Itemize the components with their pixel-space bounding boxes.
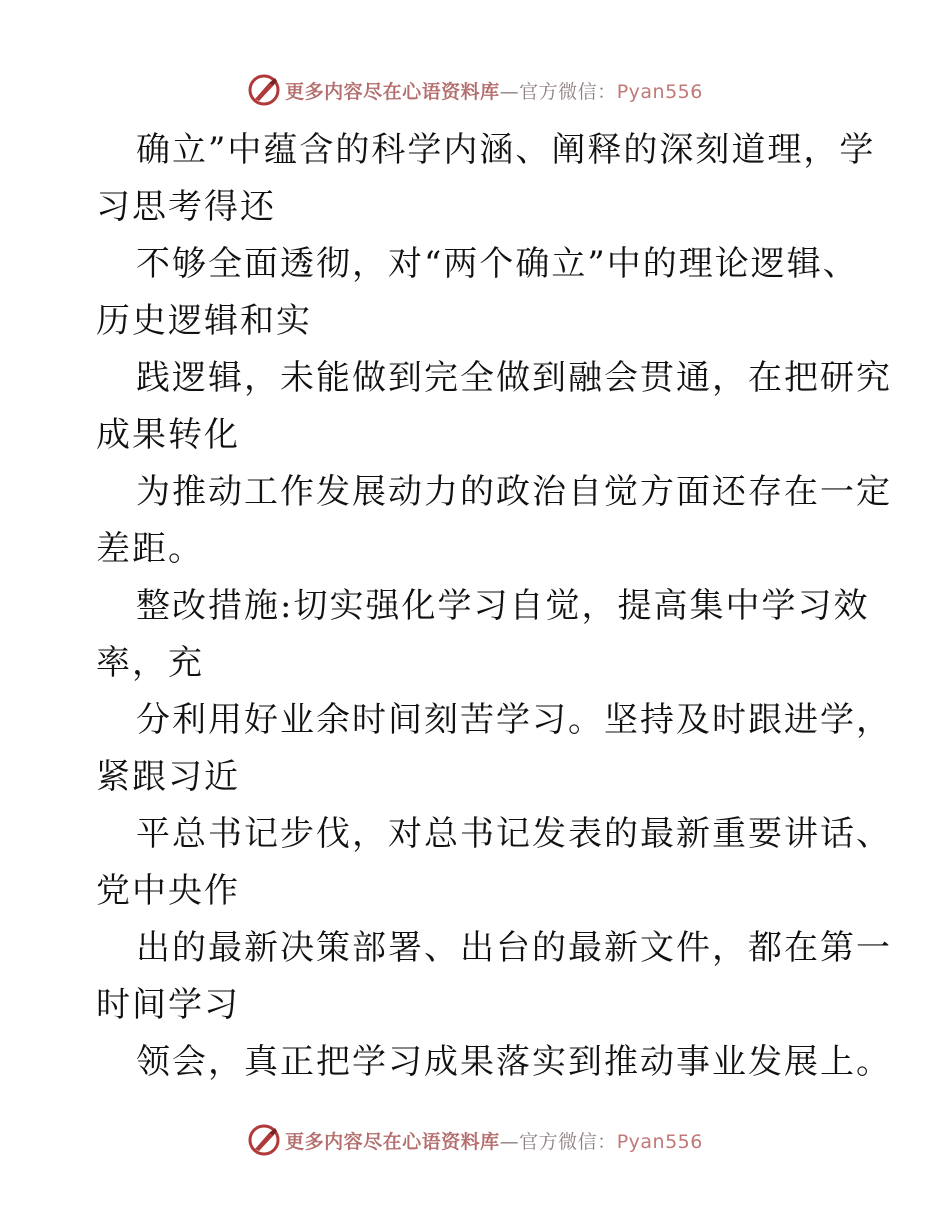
footer-text-part3: Pyan556 bbox=[616, 1130, 703, 1153]
footer-text-part2: —官方微信： bbox=[499, 1130, 617, 1153]
text-line: 整改措施:切实强化学习自觉，提高集中学习效 bbox=[136, 586, 870, 626]
text-line: 平总书记步伐，对总书记发表的最新重要讲话、 bbox=[136, 814, 892, 854]
text-line: 确立”中蕴含的科学内涵、阐释的深刻道理，学 bbox=[136, 130, 876, 170]
header-text-part2: —官方微信： bbox=[499, 80, 617, 103]
text-line: 党中央作 bbox=[96, 871, 240, 911]
text-line: 践逻辑，未能做到完全做到融会贯通，在把研究 bbox=[136, 358, 892, 398]
text-line: 习思考得还 bbox=[96, 187, 276, 227]
text-line: 领会，真正把学习成果落实到推动事业发展上。 bbox=[136, 1042, 892, 1082]
text-line: 紧跟习近 bbox=[96, 757, 240, 797]
text-line: 分利用好业余时间刻苦学习。坚持及时跟进学， bbox=[136, 700, 892, 740]
footer-text bbox=[285, 1127, 703, 1154]
text-line: 出的最新决策部署、出台的最新文件，都在第一 bbox=[136, 928, 892, 968]
document-body bbox=[96, 122, 892, 1091]
header-text-part3: Pyan556 bbox=[616, 80, 703, 103]
text-line: 历史逻辑和实 bbox=[96, 301, 312, 341]
text-line: 差距。 bbox=[96, 529, 204, 569]
header-text-part1: 更多内容尽在心语资料库 bbox=[285, 80, 500, 103]
footer-watermark bbox=[0, 1120, 950, 1160]
header-text bbox=[285, 77, 703, 104]
header-watermark bbox=[0, 70, 950, 110]
text-line: 成果转化 bbox=[96, 415, 240, 455]
text-line: 不够全面透彻，对“两个确立”中的理论逻辑、 bbox=[136, 244, 859, 284]
text-line: 时间学习 bbox=[96, 985, 240, 1025]
text-line: 为推动工作发展动力的政治自觉方面还存在一定 bbox=[136, 472, 892, 512]
pen-logo-icon bbox=[247, 1123, 281, 1157]
pen-logo-icon bbox=[247, 73, 281, 107]
footer-text-part1: 更多内容尽在心语资料库 bbox=[285, 1130, 500, 1153]
text-line: 率，充 bbox=[96, 643, 204, 683]
